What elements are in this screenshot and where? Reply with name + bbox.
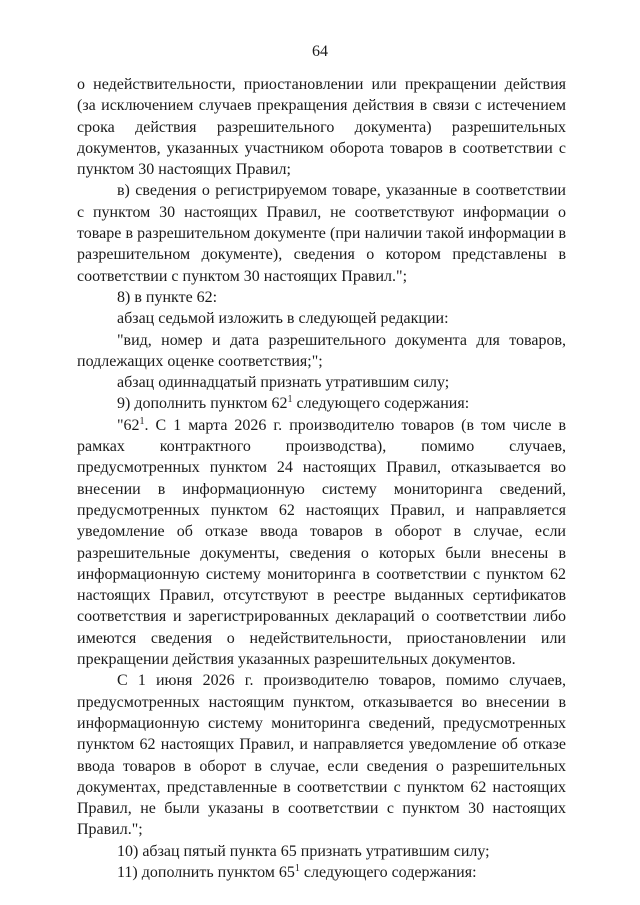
paragraph-7-tail: следующего содержания: (292, 395, 470, 413)
paragraph-4: абзац седьмой изложить в следующей редакции: (117, 310, 449, 328)
document-body (77, 74, 566, 883)
paragraph-1: о недействительности, приостановлении или прекращении действия (за исключением случаев прекращения действия в связи с истечением срока действия разрешительного документа) разрешительных документов, указанных участником оборота товаров в соответствии с пунктом 30 настоящих Правил; (77, 76, 566, 179)
superscript-index: 1 (139, 415, 145, 427)
paragraph-8 (77, 415, 566, 671)
paragraph-5: "вид, номер и дата разрешительного документа для товаров, подлежащих оценке соответствия;"; (77, 331, 566, 370)
page-number: 64 (312, 43, 328, 60)
paragraph-7 (77, 393, 566, 414)
paragraph-3: 8) в пункте 62: (117, 288, 218, 306)
paragraph-11-tail: следующего содержания: (299, 863, 477, 881)
paragraph-8-text: "62 (117, 416, 140, 434)
paragraph-11 (77, 862, 566, 883)
superscript-index: 1 (287, 394, 293, 406)
paragraph-8-tail: . С 1 марта 2026 г. производителю товаров (в том числе в рамках контрактного производства), помимо случаев, предусмотренных пунктом 24 настоящих Правил, отказывается во внесении в информационную систему мониторинга сведений, предусмотренных пунктом 62 настоящих Правил, и направляется уведомление об отказе ввода товаров в оборот в случае, если разрешительные документы, сведения о которых были внесены в информационную систему мониторинга в соответствии с пунктом 62 настоящих Правил, отсутствуют в реестре выданных сертификатов соответствия и зарегистрированных деклараций о соответствии либо имеются сведения о недействительности, приостановлении или прекращении действия указанных разрешительных документов. (77, 416, 566, 669)
paragraph-7-text: 9) дополнить пунктом 62 (117, 395, 288, 413)
paragraph-10: 10) абзац пятый пункта 65 признать утратившим силу; (117, 842, 490, 860)
paragraph-2: в) сведения о регистрируемом товаре, указанные в соответствии с пунктом 30 настоящих Правил, не соответствуют информации о товаре в разрешительном документе (при наличии такой информации в разрешительном документе), сведения о котором представлены в соответствии с пунктом 30 настоящих Правил."; (77, 182, 566, 285)
paragraph-9: С 1 июня 2026 г. производителю товаров, помимо случаев, предусмотренных настоящим пунктом, отказывается во внесении в информационную систему мониторинга сведений, предусмотренных пунктом 62 настоящих Правил, и направляется уведомление об отказе ввода товаров в оборот в случае, если сведения о разрешительных документах, представленные в соответствии с пунктом 62 настоящих Правил, не были указаны в соответствии с пунктом 30 настоящих Правил."; (77, 672, 566, 839)
superscript-index: 1 (294, 862, 300, 874)
paragraph-11-text: 11) дополнить пунктом 65 (117, 863, 295, 881)
paragraph-6: абзац одиннадцатый признать утратившим силу; (117, 374, 450, 392)
